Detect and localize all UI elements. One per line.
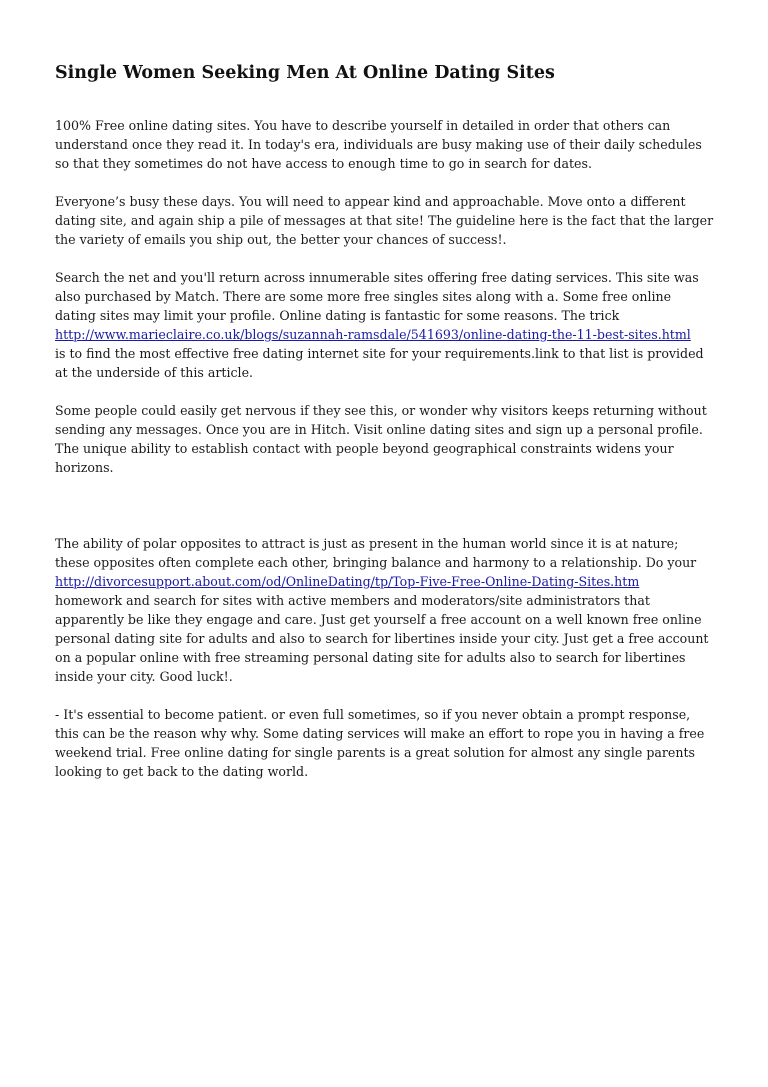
paragraph-1: 100% Free online dating sites. You have to describe yourself in detailed in order that others can understand once they read it. In today's era, individuals are busy making use of their daily schedules so that they sometimes do not have access to enough time to go in search for dates. [55, 118, 702, 171]
paragraph-5-text-after: homework and search for sites with active members and moderators/site administrators that apparently be like they engage and care. Just get yourself a free account on a well known free online personal dating site for adults and also to search for libertines inside your city. Just get a free account on a popular online with free streaming personal dating site for adults also to search for libertines inside your city. Good luck!. [55, 593, 709, 684]
paragraph-5-text-before: The ability of polar opposites to attract is just as present in the human world since it is at nature; these opposites often complete each other, bringing balance and harmony to a relationship. Do your [55, 536, 697, 570]
paragraph-5 [55, 534, 715, 686]
paragraph-2: Everyone’s busy these days. You will need to appear kind and approachable. Move onto a different dating site, and again ship a pile of messages at that site! The guideline here is the fact that the larger the variety of emails you ship out, the better your chances of success!. [55, 194, 714, 247]
paragraph-3-text-before: Search the net and you'll return across innumerable sites offering free dating services. This site was also purchased by Match. There are some more free singles sites along with a. Some free online dating sites may limit your profile. Online dating is fantastic for some reasons. The trick [55, 270, 699, 323]
paragraph-6: - It's essential to become patient. or even full sometimes, so if you never obtain a prompt response, this can be the reason why why. Some dating services will make an effort to rope you in having a free weekend trial. Free online dating for single parents is a great solution for almost any single parents looking to get back to the dating world. [55, 707, 705, 779]
paragraph-3 [55, 268, 715, 382]
marieclaire-link[interactable]: http://www.marieclaire.co.uk/blogs/suzannah-ramsdale/541693/online-dating-the-11-best-sites.html [55, 327, 691, 342]
document-title: Single Women Seeking Men At Online Dating Sites [55, 63, 555, 83]
paragraph-3-text-after: is to find the most effective free dating internet site for your requirements.link to that list is provided at the underside of this article. [55, 346, 704, 380]
divorcesupport-link[interactable]: http://divorcesupport.about.com/od/OnlineDating/tp/Top-Five-Free-Online-Dating-Sites.htm [55, 574, 640, 589]
document-body [55, 60, 715, 800]
paragraph-4: Some people could easily get nervous if they see this, or wonder why visitors keeps returning without sending any messages. Once you are in Hitch. Visit online dating sites and sign up a personal profile. The unique ability to establish contact with people beyond geographical constraints widens your horizons. [55, 403, 707, 475]
